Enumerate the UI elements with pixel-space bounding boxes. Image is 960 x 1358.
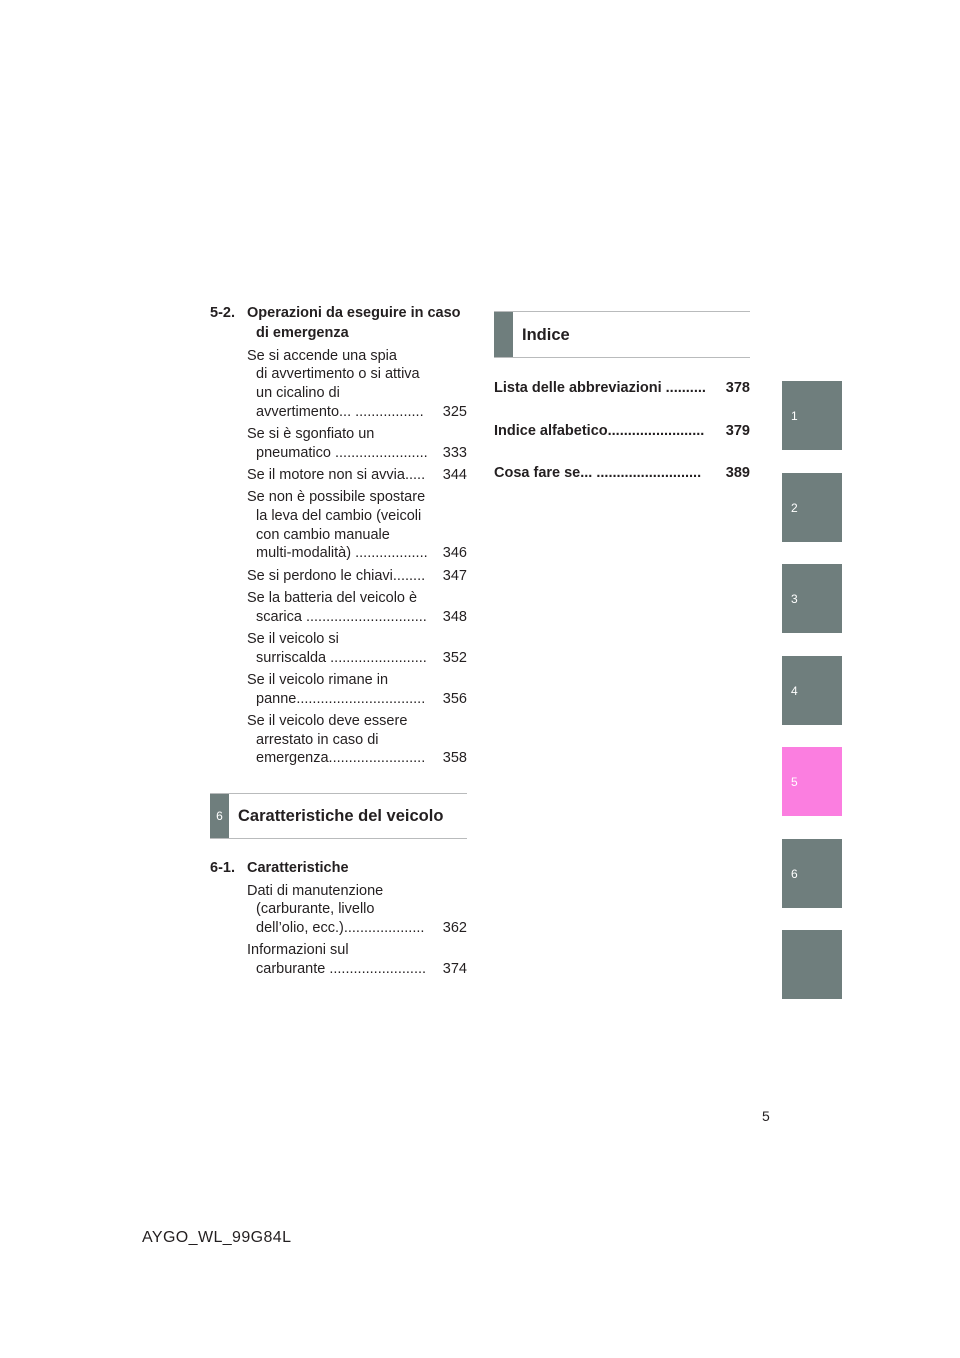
toc-page-number: 356	[442, 690, 467, 707]
section-number: 6-1.	[210, 860, 235, 877]
tab-label: 3	[791, 592, 798, 606]
section-5-2-heading	[210, 303, 467, 343]
chapter-tab-2[interactable]	[782, 473, 842, 542]
toc-entry-text: Se la batteria del veicolo è scarica ..............................	[247, 590, 427, 625]
toc-entry-text: Se non è possibile spostare la leva del cambio (veicoli con cambio manuale multi-modalità) ..................	[247, 489, 428, 562]
tab-label: 6	[791, 867, 798, 881]
tab-label: 1	[791, 409, 798, 423]
toc-page-number: 379	[725, 422, 750, 439]
toc-page-number: 346	[442, 545, 467, 562]
section-title: Operazioni da eseguire in caso di emergenza	[247, 305, 461, 341]
toc-entry[interactable]	[247, 425, 467, 462]
chapter-tab-1[interactable]	[782, 381, 842, 450]
chapter-title: Caratteristiche del veicolo	[238, 807, 444, 826]
toc-page-number: 358	[442, 750, 467, 767]
toc-entry[interactable]	[247, 630, 467, 667]
chapter-6-header[interactable]	[210, 793, 467, 839]
tab-label: 5	[791, 775, 798, 789]
document-code: AYGO_WL_99G84L	[142, 1229, 292, 1246]
section-title: Caratteristiche	[247, 860, 349, 877]
tab-label: 2	[791, 501, 798, 515]
toc-entry[interactable]	[247, 589, 467, 626]
chapter-tab-marker: 6	[210, 794, 229, 838]
toc-entry-text: Se si è sgonfiato un pneumatico .......................	[247, 426, 428, 461]
toc-entry-text: Indice alfabetico........................	[494, 422, 705, 439]
tab-label: 4	[791, 684, 798, 698]
toc-page-number: 344	[442, 467, 467, 483]
section-6-1-heading	[210, 858, 467, 878]
toc-entry[interactable]	[247, 712, 467, 768]
toc-entry[interactable]	[494, 421, 750, 441]
toc-entry-text: Se il veicolo rimane in panne................................	[247, 672, 426, 707]
right-column	[494, 311, 750, 483]
chapter-tab-4[interactable]	[782, 656, 842, 725]
toc-entry[interactable]	[494, 378, 750, 398]
toc-entry[interactable]	[247, 488, 467, 563]
index-entries	[494, 378, 750, 483]
toc-page-number: 389	[725, 465, 750, 481]
toc-page-number: 333	[442, 444, 467, 461]
section-6-1-entries	[247, 882, 467, 979]
chapter-tab-3[interactable]	[782, 564, 842, 633]
toc-page-number: 348	[442, 608, 467, 625]
toc-entry-text: Se il veicolo si surriscalda ........................	[247, 631, 427, 666]
index-header[interactable]	[494, 311, 750, 358]
chapter-tab-5[interactable]	[782, 747, 842, 816]
toc-entry-text: Cosa fare se... ..........................	[494, 465, 702, 481]
index-tab-marker	[494, 312, 513, 357]
index-title: Indice	[522, 325, 570, 344]
toc-entry[interactable]	[247, 466, 467, 485]
toc-page-number: 362	[442, 920, 467, 937]
toc-page-number: 347	[442, 567, 467, 584]
section-number: 5-2.	[210, 305, 235, 321]
toc-page-number: 352	[442, 649, 467, 666]
toc-entry[interactable]	[247, 941, 467, 978]
section-5-2-entries	[247, 347, 467, 769]
toc-entry-text: Lista delle abbreviazioni ..........	[494, 380, 706, 396]
toc-entry-text: Dati di manutenzione (carburante, livello dell’olio, ecc.)....................	[247, 882, 425, 937]
toc-entry-text: Informazioni sul carburante ........................	[247, 942, 427, 978]
toc-entry[interactable]	[247, 347, 467, 422]
toc-entry[interactable]	[247, 882, 467, 938]
toc-entry[interactable]	[247, 671, 467, 708]
toc-page-number: 378	[725, 380, 750, 396]
toc-page-number: 374	[442, 961, 467, 978]
chapter-tab-index[interactable]	[782, 930, 842, 999]
left-column	[210, 303, 467, 979]
toc-entry-text: Se si perdono le chiavi........	[247, 567, 426, 584]
chapter-tab-6[interactable]	[782, 839, 842, 908]
page-number: 5	[762, 1108, 770, 1124]
toc-entry-text: Se il veicolo deve essere arrestato in caso di emergenza........................	[247, 713, 426, 767]
toc-page-number: 325	[442, 403, 467, 420]
toc-entry-text: Se si accende una spia di avvertimento o si attiva un cicalino di avvertimento... .................	[247, 347, 424, 420]
toc-entry[interactable]	[247, 567, 467, 586]
toc-entry-text: Se il motore non si avvia.....	[247, 467, 426, 483]
toc-entry[interactable]	[494, 463, 750, 483]
